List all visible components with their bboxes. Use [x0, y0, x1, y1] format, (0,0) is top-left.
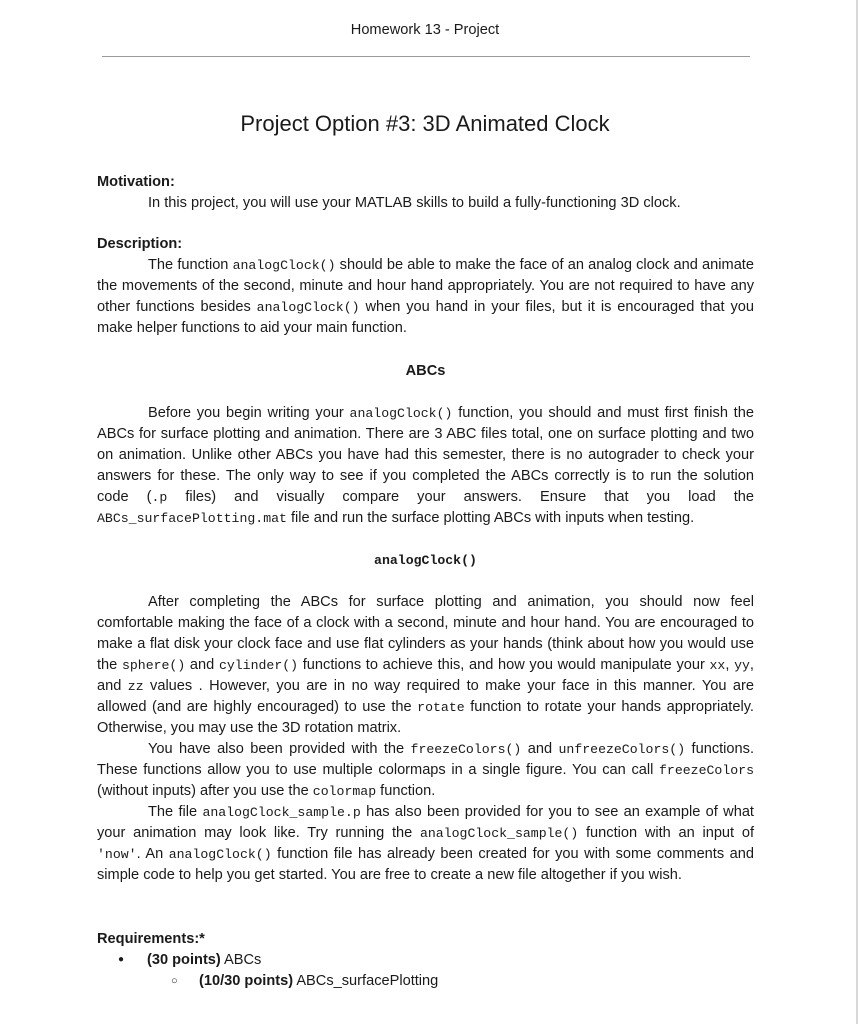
inline-code: 'now' [97, 847, 137, 862]
inline-code: analogClock_sample() [419, 826, 579, 841]
motivation-text: In this project, you will use your MATLAB skills to build a fully-functioning 3D clock. [148, 195, 681, 211]
header-divider [102, 56, 750, 57]
inline-code: colormap [312, 784, 377, 799]
analogclock-paragraph-2: You have also been provided with the freezeColors() and unfreezeColors() functions. These functions allow you to use multiple colormaps in a single figure. You can call freezeColors (without inputs) after you use the colormap function. [97, 741, 754, 799]
inline-code: freezeColors() [410, 742, 522, 757]
inline-code: xx [709, 658, 726, 673]
description-text: The function analogClock() should be able to make the face of an analog clock and animate the movements of the second, minute and hour hand appropriately. You are not required to have any other functions besides analogClock() when you hand in your files, but it is encouraged that you make helper functions to aid your main function. [97, 257, 755, 336]
inline-code: unfreezeColors() [558, 742, 686, 757]
inline-code: analogClock() [349, 406, 453, 421]
inline-code: yy [734, 658, 750, 673]
inline-code: rotate [417, 700, 465, 715]
abcs-text: Before you begin writing your analogClock() function, you should and must first finish the ABCs for surface plotting and animation. There are 3 ABC files total, one on surface plotting and two on animation. Unlike other ABCs you have had this semester, there is no autograder to check your answers for these. The only way to see if you completed the ABCs correctly is to run the solution code (.p files) and visually compare your answers. Ensure that you load the ABCs_surfacePlotting.mat file and run the surface plotting ABCs with inputs when testing. [97, 405, 754, 526]
motivation-section [97, 172, 754, 214]
inline-code: ABCs_surfacePlotting.mat [97, 511, 287, 526]
list-item: ○ (10/30 points) ABCs_surfacePlotting [97, 971, 754, 992]
document-title: Project Option #3: 3D Animated Clock [240, 111, 610, 136]
analogclock-paragraph-3: The file analogClock_sample.p has also been provided for you to see an example of what your animation may look like. Try running the analogClock_sample() function with an input of 'now'. An analogClock() function file has already been created for you with some comments and simple code to help you get started. You are free to create a new file altogether if you wish. [97, 804, 755, 883]
inline-code: sphere() [121, 658, 186, 673]
inline-code: analogClock() [256, 300, 360, 315]
inline-code: analogClock() [168, 847, 272, 862]
description-section [97, 234, 754, 339]
inline-code: freezeColors [659, 763, 754, 778]
analogclock-paragraph-1: After completing the ABCs for surface plotting and animation, you should now feel comfortable making the face of a clock with a second, minute and hour hand. You are encouraged to make a flat disk your clock face and use flat cylinders as your hands (think about how you would use the sphere() and cylinder() functions to achieve this, and how you would manipulate your xx, yy, and zz values . However, you are in no way required to make your face in this manner. You are allowed (and are highly encouraged) to use the rotate function to rotate your hands appropriately. Otherwise, you may use the 3D rotation matrix. [97, 594, 754, 736]
inline-code: .p [151, 490, 168, 505]
requirements-list [97, 950, 754, 992]
analogclock-section [97, 592, 754, 886]
list-item: ● (30 points) ABCs [97, 950, 754, 971]
inline-code: analogClock_sample.p [202, 805, 361, 820]
abcs-heading: ABCs [405, 363, 446, 379]
analogclock-heading: analogClock() [374, 553, 477, 568]
inline-code: cylinder() [218, 658, 299, 673]
description-heading: Description: [97, 236, 183, 252]
inline-code: zz [127, 679, 144, 694]
inline-code: analogClock() [232, 258, 336, 273]
requirements-heading: Requirements:* [97, 931, 205, 947]
motivation-heading: Motivation: [97, 174, 175, 190]
requirements-section [97, 929, 754, 992]
page-header: Homework 13 - Project [350, 22, 500, 38]
